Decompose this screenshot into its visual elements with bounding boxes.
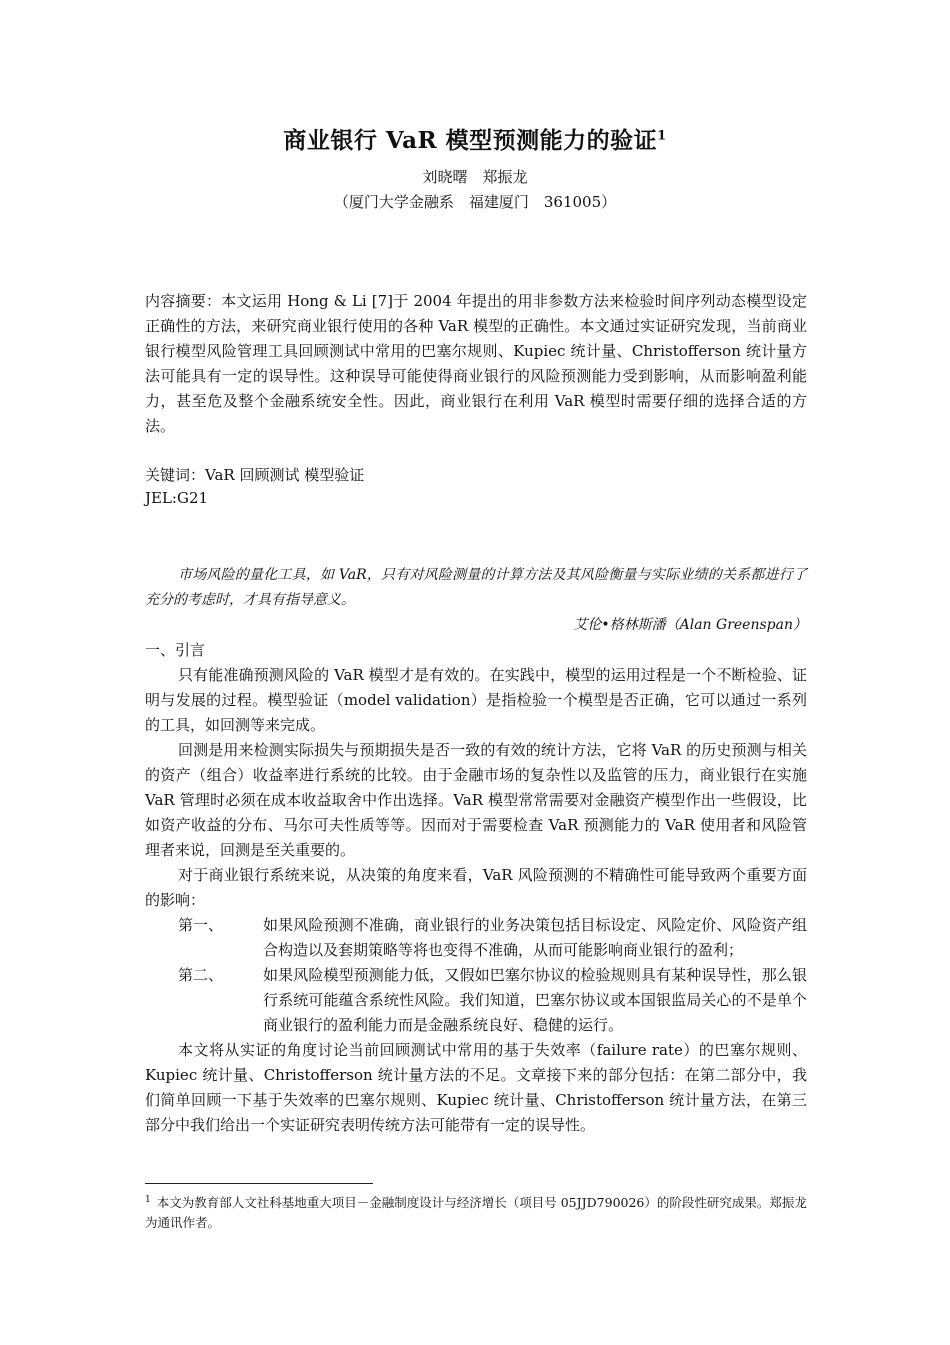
footnote (145, 1190, 807, 1233)
section-introduction (145, 638, 807, 1138)
epigraph: 市场风险的量化工具，如 VaR，只有对风险测量的计算方法及其风险衡量与实际业绩的关系都进行了充分的考虑时，才具有指导意义。 (145, 567, 807, 608)
list-item-label: 第二、 (178, 966, 224, 984)
paragraph-2: 回测是用来检测实际损失与预期损失是否一致的有效的统计方法，它将 VaR 的历史预测与相关的资产（组合）收益率进行系统的比较。由于金融市场的复杂性以及监管的压力，商业银行在实施 VaR 管理时必须在成本收益取舍中作出选择。VaR 模型常常需要对金融资产模型作出一些假设，比如资产收益的分布、马尔可夫性质等等。因而对于需要检查 VaR 预测能力的 VaR 使用者和风险管理者来说，回测是至关重要的。 (145, 741, 807, 859)
title-footnote-mark: 1 (657, 128, 667, 144)
epigraph-author: 艾伦•格林斯潘（Alan Greenspan） (573, 617, 807, 633)
paragraph-4: 本文将从实证的角度讨论当前回顾测试中常用的基于失效率（failure rate）的巴塞尔规则、Kupiec 统计量、Christofferson 统计量方法的不足。文章接下来的部分包括：在第二部分中，我们简单回顾一下基于失效率的巴塞尔规则、Kupiec 统计量、Christofferson 统计量方法，在第三部分中我们给出一个实证研究表明传统方法可能带有一定的误导性。 (145, 1041, 807, 1134)
abstract: 内容摘要：本文运用 Hong & Li [7]于 2004 年提出的用非参数方法来检验时间序列动态模型设定正确性的方法，来研究商业银行使用的各种 VaR 模型的正确性。本文通过实证研究发现，当前商业银行模型风险管理工具回顾测试中常用的巴塞尔规则、Kupiec 统计量、Christofferson 统计量方法可能具有一定的误导性。这种误导可能使得商业银行的风险预测能力受到影响，从而影响盈利能力，甚至危及整个金融系统安全性。因此，商业银行在利用 VaR 模型时需要仔细的选择合适的方法。 (145, 292, 807, 435)
affiliation: （厦门大学金融系 福建厦门 361005） (333, 193, 617, 211)
list-item (145, 913, 807, 963)
footnote-text: 本文为教育部人文社科基地重大项目－金融制度设计与经济增长（项目号 05JJD790026）的阶段性研究成果。郑振龙为通讯作者。 (145, 1195, 807, 1231)
jel-code: JEL:G21 (145, 489, 209, 507)
list-item-text: 如果风险模型预测能力低，又假如巴塞尔协议的检验规则具有某种误导性，那么银行系统可能蕴含系统性风险。我们知道，巴塞尔协议或本国银监局关心的不是单个商业银行的盈利能力而是金融系统良好、稳健的运行。 (263, 966, 807, 1034)
keywords: 关键词：VaR 回顾测试 模型验证 (145, 466, 365, 484)
paper-title (0, 122, 950, 155)
paragraph-1: 只有能准确预测风险的 VaR 模型才是有效的。在实践中，模型的运用过程是一个不断检验、证明与发展的过程。模型验证（model validation）是指检验一个模型是否正确，它可以通过一系列的工具，如回测等来完成。 (145, 666, 807, 734)
section-heading: 一、引言 (145, 641, 206, 659)
paragraph-3: 对于商业银行系统来说，从决策的角度来看，VaR 风险预测的不精确性可能导致两个重要方面的影响： (145, 866, 807, 909)
list-item-text: 如果风险预测不准确，商业银行的业务决策包括目标设定、风险定价、风险资产组合构造以及套期策略等将也变得不准确，从而可能影响商业银行的盈利； (263, 916, 807, 959)
footnote-divider (145, 1183, 373, 1184)
list-item-label: 第一、 (178, 916, 224, 934)
title-text: 商业银行 VaR 模型预测能力的验证 (283, 127, 658, 154)
footnote-mark: 1 (145, 1195, 151, 1205)
list-item (145, 963, 807, 1038)
authors: 刘晓曙 郑振龙 (422, 168, 528, 186)
